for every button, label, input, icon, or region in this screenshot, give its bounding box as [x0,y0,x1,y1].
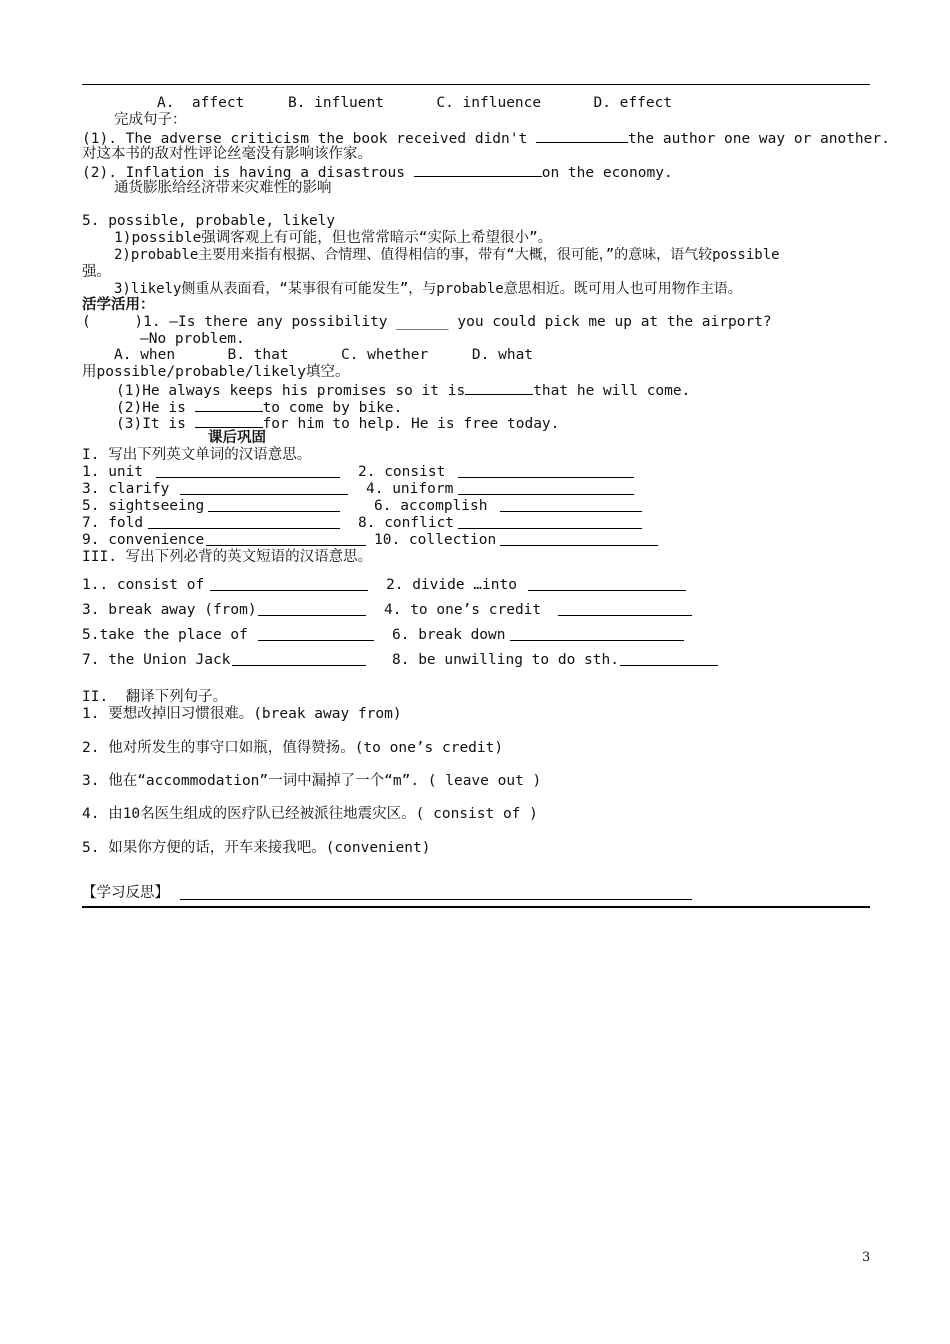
word-9-blank[interactable] [206,532,366,546]
word-3-blank[interactable] [180,481,348,495]
translation-3: 3. 他在“accommodation”一词中漏掉了一个“m”. ( leave out ) [82,773,542,789]
word-2: 2. consist [358,464,446,480]
phrase-2-blank[interactable] [528,577,686,591]
word-1: 1. unit [82,464,144,480]
word-9: 9. convenience [82,532,205,548]
bottom-rule [82,906,870,908]
phrase-1: 1.. consist of [82,577,205,593]
word-6: 6. accomplish [374,498,488,514]
translation-1: 1. 要想改掉旧习惯很难。(break away from) [82,706,402,722]
word-4: 4. uniform [366,481,454,497]
section5-p2: 2)probable主要用来指有根据、合情理、值得相信的事，带有“大概，很可能，”的意味，语气较possible [114,247,780,263]
section5-p1: 1)possible强调客观上有可能，但也常常暗示“实际上希望很小”。 [114,230,553,246]
reflection: 【学习反思】 [82,885,169,901]
word-10-blank[interactable] [500,532,658,546]
phrase-2: 2. divide …into [386,577,517,593]
practice-heading: 活学活用： [82,297,155,313]
phrase-4-blank[interactable] [558,602,692,616]
phrase-5-blank[interactable] [258,627,374,641]
phrase-5: 5.take the place of [82,627,248,643]
blank[interactable] [536,129,628,143]
blank[interactable] [195,414,263,428]
word-7-blank[interactable] [148,515,340,529]
blank[interactable] [195,398,263,412]
translation-2: 2. 他对所发生的事守口如瓶，值得赞扬。(to one’s credit) [82,740,504,756]
word-1-blank[interactable] [156,464,340,478]
practice-q1-options: A. when B. that C. whether D. what [114,347,534,363]
fill-3: (3)It is for him to help. He is free today. [116,416,560,432]
word-6-blank[interactable] [500,498,642,512]
phrase-1-blank[interactable] [210,577,368,591]
phrase-8-blank[interactable] [620,652,718,666]
complete-heading: 完成句子： [114,112,187,128]
translation-4: 4. 由10名医生组成的医疗队已经被派往地震灾区。( consist of ) [82,806,538,822]
word-5-blank[interactable] [208,498,340,512]
section5-p3: 3)likely侧重从表面看，“某事很有可能发生”，与probable意思相近。既可用人也可用物作主语。 [114,281,742,297]
fill-1: (1)He always keeps his promises so it is that he will come. [116,383,691,399]
reflection-blank[interactable] [180,886,692,900]
sentence-2-cn: 通货膨胀给经济带来灾难性的影响 [114,180,332,196]
word-2-blank[interactable] [458,464,634,478]
part1-title: I. 写出下列英文单词的汉语意思。 [82,447,312,463]
section5-title: 5. possible, probable, likely [82,213,336,229]
part3-title: III. 写出下列必背的英文短语的汉语意思。 [82,549,373,565]
word-5: 5. sightseeing [82,498,205,514]
review-heading: 课后巩固 [208,430,266,446]
top-rule [82,84,870,85]
blank[interactable] [414,163,542,177]
fill-2: (2)He is to come by bike. [116,400,403,416]
options-line: A. affect B. influent C. influence D. effect [157,95,673,111]
phrase-8: 8. be unwilling to do sth. [392,652,619,668]
word-3: 3. clarify [82,481,170,497]
sentence-1: (1). The adverse criticism the book received didn't the author one way or another. [82,131,890,147]
practice-q1: ( )1. —Is there any possibility ______ you could pick me up at the airport? [82,314,772,330]
word-10: 10. collection [374,532,497,548]
translation-5: 5. 如果你方便的话，开车来接我吧。(convenient) [82,840,431,856]
blank[interactable] [465,381,533,395]
practice-q1-reply: —No problem. [140,331,245,347]
word-4-blank[interactable] [458,481,634,495]
part2-title: II. 翻译下列句子。 [82,689,228,705]
word-8: 8. conflict [358,515,455,531]
word-8-blank[interactable] [458,515,642,529]
sentence-1-cn: 对这本书的敌对性评论丝毫没有影响该作家。 [82,146,372,162]
phrase-4: 4. to one’s credit [384,602,542,618]
page-number: 3 [862,1250,871,1265]
section5-p2-end: 强。 [82,264,111,280]
phrase-6: 6. break down [392,627,506,643]
phrase-6-blank[interactable] [510,627,684,641]
phrase-3-blank[interactable] [258,602,366,616]
word-7: 7. fold [82,515,144,531]
sentence-2: (2). Inflation is having a disastrous on the economy. [82,165,673,181]
phrase-7-blank[interactable] [232,652,366,666]
phrase-3: 3. break away (from) [82,602,257,618]
fill-instruction: 用possible/probable/likely填空。 [82,364,350,380]
phrase-7: 7. the Union Jack [82,652,231,668]
